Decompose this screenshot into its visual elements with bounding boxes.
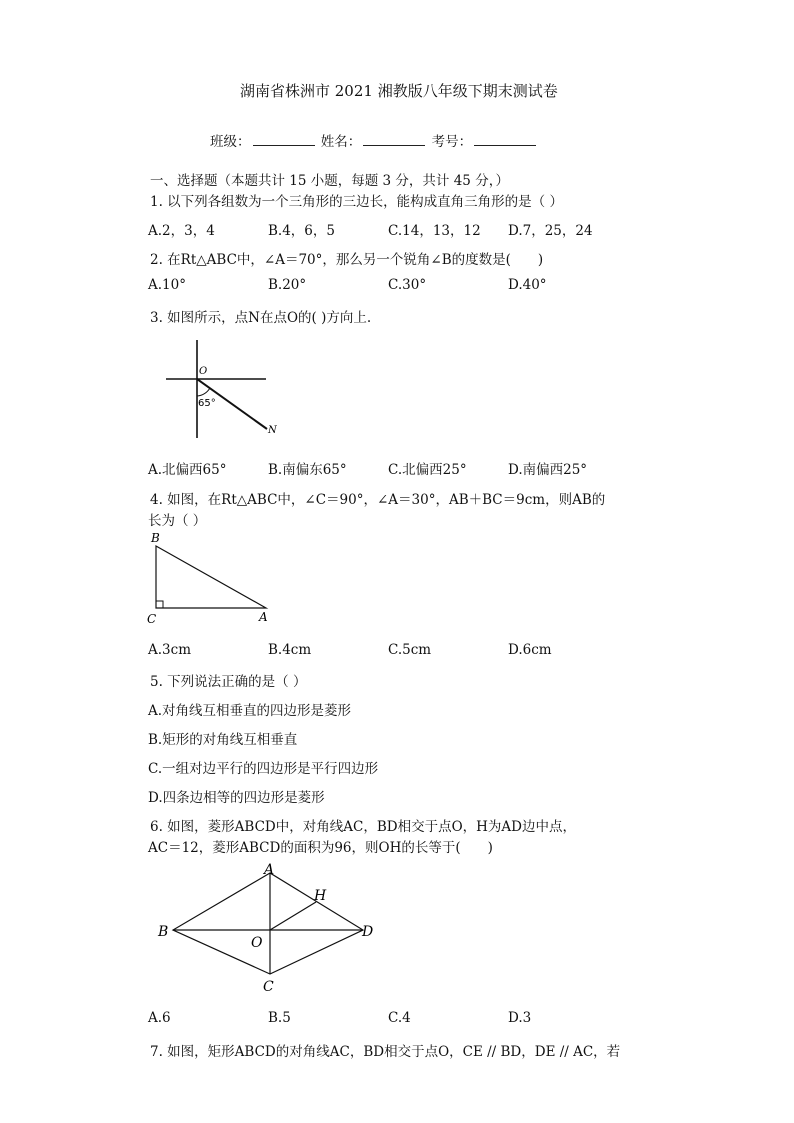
question-4-stem-line-2: 长为（ ） [148,513,207,529]
question-5-option-b: B.矩形的对角线互相垂直 [148,732,298,748]
question-3-figure [160,338,280,440]
segment-oh [270,902,316,930]
question-2-option-c: C.30° [388,277,427,293]
question-6-option-b: B.5 [268,1010,291,1026]
question-7-stem: 7. 如图，矩形ABCD的对角线AC，BD相交于点O，CE // BD，DE // AC，若 [150,1044,621,1060]
question-2-option-b: B.20° [268,277,307,293]
name-label: 姓名： [320,134,362,150]
question-6-stem-line-1: 6. 如图，菱形ABCD中，对角线AC，BD相交于点O，H为AD边中点， [150,819,576,835]
question-5-option-d: D.四条边相等的四边形是菱形 [148,790,325,806]
right-angle-mark [156,601,163,608]
label-h: H [314,888,327,904]
angle-arc [197,388,210,396]
question-2-option-d: D.40° [508,277,547,293]
question-3-stem: 3. 如图所示，点N在点O的( )方向上. [150,310,372,326]
label-c: C [147,612,157,626]
question-5-option-c: C.一组对边平行的四边形是平行四边形 [148,761,379,777]
question-3-option-c: C.北偏西25° [388,462,467,478]
number-blank[interactable] [474,133,536,146]
question-3-option-a: A.北偏西65° [148,462,227,478]
question-5-option-a: A.对角线互相垂直的四边形是菱形 [148,703,352,719]
number-label: 考号： [431,134,473,150]
question-6-option-d: D.3 [508,1010,532,1026]
label-a: A [264,862,275,878]
question-4-option-b: B.4cm [268,642,312,658]
label-a: A [259,610,268,624]
question-6-stem-line-2: AC＝12，菱形ABCD的面积为96，则OH的长等于( ) [148,840,493,856]
question-4-option-a: A.3cm [148,642,191,658]
question-4-stem-line-1: 4. 如图，在Rt△ABC中，∠C＝90°，∠A＝30°，AB＋BC＝9cm，则AB的 [150,492,606,508]
rhombus-abcd [173,873,363,974]
name-blank[interactable] [363,133,425,146]
question-5-stem: 5. 下列说法正确的是（ ） [150,674,307,690]
question-2-stem: 2. 在Rt△ABC中，∠A＝70°，那么另一个锐角∠B的度数是( ) [150,252,544,268]
question-3-option-b: B.南偏东65° [268,462,347,478]
question-1-option-d: D.7，25，24 [508,223,593,239]
question-1-option-b: B.4，6，5 [268,223,335,239]
question-1-stem: 1. 以下列各组数为一个三角形的三边长，能构成直角三角形的是（ ） [150,194,563,210]
triangle-abc [156,546,266,608]
label-65-degrees: 65° [198,398,216,409]
question-1-option-a: A.2，3，4 [148,223,215,239]
class-blank[interactable] [253,133,315,146]
label-b: B [151,531,160,545]
label-c: C [263,979,274,995]
question-2-option-a: A.10° [148,277,186,293]
class-label: 班级： [210,134,251,150]
question-1-option-c: C.14，13，12 [388,223,481,239]
question-6-option-a: A.6 [148,1010,171,1026]
question-6-figure [155,858,385,998]
question-3-option-d: D.南偏西25° [508,462,588,478]
question-4-option-c: C.5cm [388,642,432,658]
question-6-option-c: C.4 [388,1010,411,1026]
section-heading: 一、选择题（本题共计 15 小题，每题 3 分，共计 45 分，） [150,173,509,189]
exam-title: 湖南省株洲市 2021 湘教版八年级下期末测试卷 [240,82,558,100]
question-4-figure [144,530,274,628]
label-o: O [199,366,208,377]
question-4-option-d: D.6cm [508,642,552,658]
label-d: D [362,924,374,940]
label-n: N [268,425,277,436]
student-info-line [210,130,538,150]
label-b: B [158,924,169,940]
label-o: O [251,935,263,951]
